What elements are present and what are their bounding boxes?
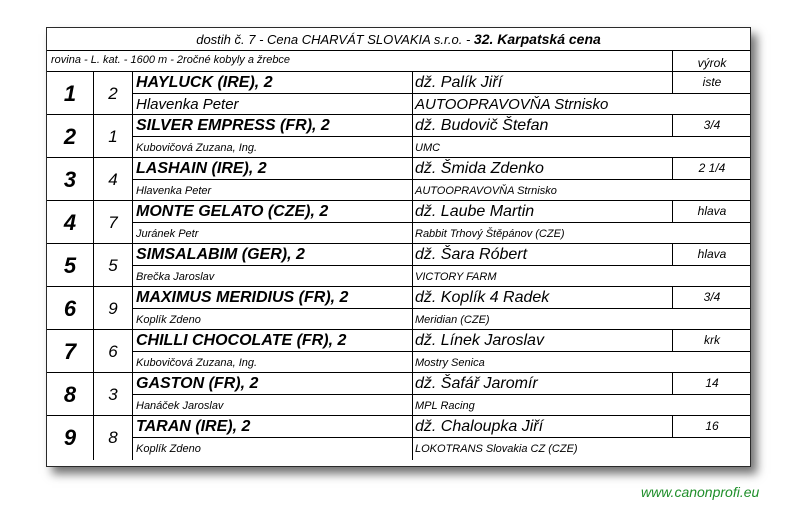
horse-name: HAYLUCK (IRE), 2 — [136, 74, 273, 91]
trainer-name: Brečka Jaroslav — [136, 271, 215, 283]
result-row — [47, 72, 750, 115]
jockey-name: dž. Šmida Zdenko — [415, 160, 544, 177]
margin-column-header: výrok — [672, 51, 751, 71]
horse-name: SILVER EMPRESS (FR), 2 — [136, 117, 330, 134]
start-number: 8 — [94, 416, 133, 460]
finish-margin: hlava — [672, 244, 751, 265]
owner-name: AUTOOPRAVOVŇA Strnisko — [415, 185, 557, 197]
jockey-name: dž. Budovič Štefan — [415, 117, 549, 134]
start-number: 6 — [94, 330, 133, 372]
owner-name: UMC — [415, 142, 441, 154]
result-row — [47, 115, 750, 158]
finish-place: 9 — [47, 416, 94, 460]
owner-name: LOKOTRANS Slovakia CZ (CZE) — [415, 443, 578, 455]
result-row — [47, 158, 750, 201]
finish-margin: 3/4 — [672, 287, 751, 308]
results-card — [46, 27, 751, 467]
race-conditions-row — [47, 51, 750, 72]
owner-name: MPL Racing — [415, 400, 475, 412]
trainer-name: Hanáček Jaroslav — [136, 400, 224, 412]
jockey-name: dž. Chaloupka Jiří — [415, 418, 544, 435]
result-row — [47, 287, 750, 330]
finish-margin: 14 — [672, 373, 751, 394]
finish-place: 3 — [47, 158, 94, 200]
finish-place: 1 — [47, 72, 94, 114]
jockey-name: dž. Šara Róbert — [415, 246, 528, 263]
owner-name: Mostry Senica — [415, 357, 485, 369]
trainer-name: Koplík Zdeno — [136, 314, 201, 326]
finish-margin: iste — [672, 72, 751, 93]
trainer-name: Kubovičová Zuzana, Ing. — [136, 357, 258, 369]
finish-place: 4 — [47, 201, 94, 243]
finish-margin: hlava — [672, 201, 751, 222]
start-number: 2 — [94, 72, 133, 114]
result-row — [47, 416, 750, 460]
finish-margin: krk — [672, 330, 751, 351]
result-row — [47, 373, 750, 416]
finish-margin: 3/4 — [672, 115, 751, 136]
start-number: 5 — [94, 244, 133, 286]
results-table — [47, 72, 750, 460]
result-row — [47, 201, 750, 244]
owner-name: Rabbit Trhový Štěpánov (CZE) — [415, 228, 565, 240]
owner-name: VICTORY FARM — [415, 271, 497, 283]
race-name: 32. Karpatská cena — [473, 31, 601, 47]
trainer-name: Hlavenka Peter — [136, 185, 212, 197]
owner-name: Meridian (CZE) — [415, 314, 490, 326]
finish-margin: 16 — [672, 416, 751, 437]
horse-name: MONTE GELATO (CZE), 2 — [136, 203, 329, 220]
jockey-name: dž. Laube Martin — [415, 203, 535, 220]
trainer-name: Koplík Zdeno — [136, 443, 201, 455]
result-row — [47, 330, 750, 373]
owner-name: AUTOOPRAVOVŇA Strnisko — [415, 96, 609, 113]
start-number: 4 — [94, 158, 133, 200]
start-number: 1 — [94, 115, 133, 157]
finish-place: 5 — [47, 244, 94, 286]
horse-name: GASTON (FR), 2 — [136, 375, 259, 392]
race-conditions: rovina - L. kat. - 1600 m - 2ročné kobyly a žrebce — [51, 54, 291, 66]
finish-place: 2 — [47, 115, 94, 157]
finish-place: 6 — [47, 287, 94, 329]
finish-margin: 2 1/4 — [672, 158, 751, 179]
trainer-name: Juránek Petr — [136, 228, 199, 240]
horse-name: TARAN (IRE), 2 — [136, 418, 251, 435]
jockey-name: dž. Palík Jiří — [415, 74, 503, 91]
race-title-prefix: dostih č. 7 - Cena CHARVÁT SLOVAKIA s.r.o. - — [196, 32, 471, 47]
start-number: 7 — [94, 201, 133, 243]
horse-name: MAXIMUS MERIDIUS (FR), 2 — [136, 289, 349, 306]
watermark: www.canonprofi.eu — [641, 484, 760, 500]
race-header — [47, 28, 750, 51]
finish-place: 7 — [47, 330, 94, 372]
horse-name: LASHAIN (IRE), 2 — [136, 160, 267, 177]
start-number: 9 — [94, 287, 133, 329]
finish-place: 8 — [47, 373, 94, 415]
trainer-name: Kubovičová Zuzana, Ing. — [136, 142, 258, 154]
jockey-name: dž. Koplík 4 Radek — [415, 289, 550, 306]
trainer-name: Hlavenka Peter — [136, 96, 239, 113]
horse-name: SIMSALABIM (GER), 2 — [136, 246, 305, 263]
result-row — [47, 244, 750, 287]
horse-name: CHILLI CHOCOLATE (FR), 2 — [136, 332, 347, 349]
jockey-name: dž. Línek Jaroslav — [415, 332, 544, 349]
start-number: 3 — [94, 373, 133, 415]
jockey-name: dž. Šafář Jaromír — [415, 375, 538, 392]
